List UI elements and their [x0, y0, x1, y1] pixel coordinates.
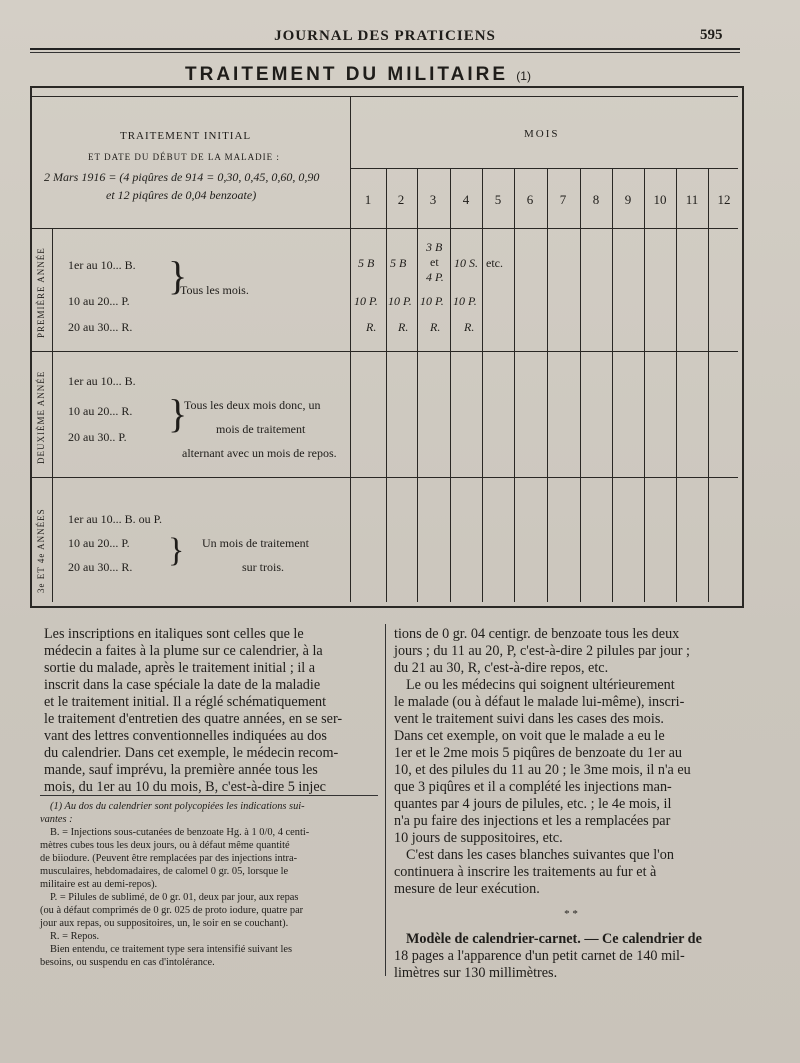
treatment-calendar-table	[30, 86, 744, 608]
year-3-note: sur trois.	[242, 560, 284, 574]
footnote-line: de biiodure. (Peuvent être remplacées par des injections intra-	[40, 853, 298, 864]
text-line: Le ou les médecins qui soignent ultérieurement	[406, 677, 675, 693]
month-number: 11	[685, 192, 699, 207]
table-top-rule	[32, 96, 738, 97]
month-number: 12	[717, 192, 731, 207]
year-1-row: 20 au 30... R.	[68, 320, 133, 334]
page-number: 595	[700, 27, 723, 43]
initial-heading: TRAITEMENT INITIAL	[120, 130, 252, 142]
text-line: vent le traitement suivi dans les cases des mois.	[394, 711, 664, 727]
year-label-2: DEUXIÈME ANNÉE	[36, 370, 46, 464]
footnote-line: P. = Pilules de sublimé, de 0 gr. 01, deux par jour, aux repas	[50, 892, 299, 903]
year-1-row: 10 au 20... P.	[68, 294, 130, 308]
year-1-note: Tous les mois.	[180, 283, 249, 297]
text-line: jours ; du 11 au 20, P, c'est-à-dire 2 pilules par jour ;	[394, 643, 690, 659]
entry-m5-etc: etc.	[486, 256, 503, 270]
entry-m3-r: R.	[430, 320, 441, 334]
month-number: 5	[494, 192, 502, 207]
year-2-note: alternant avec un mois de repos.	[182, 446, 337, 460]
footnote-line: militaire est au demi-repos).	[40, 879, 158, 890]
year-label-rule	[52, 228, 53, 602]
entry-m3-p: 10 P.	[420, 294, 444, 308]
header-rule	[30, 48, 740, 50]
entry-m4-s: 10 S.	[454, 256, 478, 270]
header-bottom-rule	[32, 228, 738, 229]
footnote-line: R. = Repos.	[50, 931, 100, 942]
footnote-line: besoins, ou suspendu en cas d'intolérance.	[40, 957, 215, 968]
footnote-line: (1) Au dos du calendrier sont polycopiées les indications sui-	[50, 801, 305, 812]
month-number: 9	[624, 192, 632, 207]
initial-handwritten-2: et 12 piqûres de 0,04 benzoate)	[106, 188, 257, 202]
text-line: 10, et des pilules du 11 au 20 ; le 3me mois, il n'a eu	[394, 762, 691, 778]
entry-m2-p: 10 P.	[388, 294, 412, 308]
table-title	[185, 64, 605, 86]
entry-m1-r: R.	[366, 320, 377, 334]
year-label-3: 3e ET 4e ANNÉES	[36, 508, 46, 593]
month-rule-2	[417, 168, 418, 602]
month-number: 8	[592, 192, 600, 207]
year-2-row: 10 au 20... R.	[68, 404, 133, 418]
text-line: mois, du 1er au 10 du mois, B, c'est-à-dire 5 injec	[44, 779, 326, 795]
initial-handwritten-1: 2 Mars 1916 = (4 piqûres de 914 = 0,30, 0,45, 0,60, 0,90	[44, 170, 320, 184]
text-line: sortie du malade, après le traitement initial ; il a	[44, 660, 316, 676]
text-line: mande, sauf imprévu, la première année tous les	[44, 762, 318, 778]
text-line: le malade (ou à défaut le malade lui-même), inscri-	[394, 694, 685, 710]
entry-m4-p: 10 P.	[453, 294, 477, 308]
footnote-line: mètres cubes tous les deux jours, ou à défaut même quantité	[40, 840, 290, 851]
text-line: 10 jours de suppositoires, etc.	[394, 830, 563, 846]
year-label-1: PREMIÈRE ANNÉE	[36, 247, 46, 338]
entry-m1-p: 10 P.	[354, 294, 378, 308]
month-rule-9	[644, 168, 645, 602]
column-separator	[385, 624, 386, 976]
footnote-rule	[40, 795, 378, 796]
month-rule-7	[580, 168, 581, 602]
entry-m1-b: 5 B	[358, 256, 375, 270]
brace: }	[168, 532, 185, 569]
year-2-row: 20 au 30.. P.	[68, 430, 127, 444]
entry-m3-b: 3 B	[426, 240, 443, 254]
year-1-bottom-rule	[32, 351, 738, 352]
mois-label: MOIS	[524, 128, 560, 140]
year-2-bottom-rule	[32, 477, 738, 478]
footnote-line: Bien entendu, ce traitement type sera intensifié suivant les	[50, 944, 293, 955]
month-rule-4	[482, 168, 483, 602]
initial-subheading: ET DATE DU DÉBUT DE LA MALADIE :	[88, 152, 280, 162]
year-3-row: 10 au 20... P.	[68, 536, 130, 550]
text-line: continuera à inscrire les traitements au fur et à	[394, 864, 657, 880]
brace: }	[168, 253, 188, 298]
year-1-row: 1er au 10... B.	[68, 258, 136, 272]
entry-m3-et: et	[430, 255, 439, 269]
footnote	[40, 800, 380, 969]
left-column-body	[44, 626, 377, 796]
section-heading: Modèle de calendrier-carnet. — Ce calendrier de	[406, 931, 702, 947]
month-rule-3	[450, 168, 451, 602]
footnote-line: musculaires, hebdomadaires, de calomel 0 gr. 05, lorsque le	[40, 866, 289, 877]
text-line: 1er et le 2me mois 5 piqûres de benzoate du 1er au	[394, 745, 682, 761]
year-2-note: mois de traitement	[216, 422, 306, 436]
text-line: n'a pu faire des injections et les a remplacées par	[394, 813, 671, 829]
month-rule-6	[547, 168, 548, 602]
footnote-line: (ou à défaut comprimés de 0 gr. 025 de proto iodure, quatre par	[40, 905, 304, 916]
month-rule-1	[386, 168, 387, 602]
section-asterisks: * *	[564, 908, 578, 920]
text-line: que 3 piqûres et il a complété les injections man-	[394, 779, 672, 795]
right-column-body	[394, 626, 748, 982]
initial-col-rule	[350, 96, 351, 602]
month-number: 7	[559, 192, 567, 207]
text-line: du 21 au 30, R, c'est-à-dire repos, etc.	[394, 660, 609, 676]
text-line: vant des lettres conventionnelles indiquées au dos	[44, 728, 327, 744]
year-2-note: Tous les deux mois donc, un	[184, 398, 321, 412]
year-2-row: 1er au 10... B.	[68, 374, 136, 388]
month-number: 2	[397, 192, 405, 207]
table-title-text: TRAITEMENT DU MILITAIRE	[185, 64, 509, 85]
text-line	[394, 931, 748, 948]
month-number: 6	[526, 192, 534, 207]
entry-m2-r: R.	[398, 320, 409, 334]
text-line: Les inscriptions en italiques sont celles que le	[44, 626, 304, 642]
month-number: 3	[429, 192, 437, 207]
year-3-row: 1er au 10... B. ou P.	[68, 512, 162, 526]
month-rule-10	[676, 168, 677, 602]
footnote-line: B. = Injections sous-cutanées de benzoate Hg. à 1 0/0, 4 centi-	[50, 827, 310, 838]
footnote-line: vantes :	[40, 814, 73, 825]
year-3-note: Un mois de traitement	[202, 536, 309, 550]
month-number: 1	[364, 192, 372, 207]
month-number: 4	[462, 192, 470, 207]
month-rule-5	[514, 168, 515, 602]
text-line: tions de 0 gr. 04 centigr. de benzoate tous les deux	[394, 626, 680, 642]
entry-m4-r: R.	[464, 320, 475, 334]
month-rule-11	[708, 168, 709, 602]
text-line: mesure de leur exécution.	[394, 881, 540, 897]
table-title-note: (1)	[516, 69, 531, 83]
entry-m2-b: 5 B	[390, 256, 407, 270]
text-line: et le traitement initial. Il a réglé schématiquement	[44, 694, 327, 710]
year-3-row: 20 au 30... R.	[68, 560, 133, 574]
mois-rule	[350, 168, 738, 169]
header-rule-thin	[30, 52, 740, 53]
text-line: médecin a faites à la plume sur ce calendrier, à la	[44, 643, 323, 659]
journal-title: JOURNAL DES PRATICIENS	[274, 28, 496, 44]
brace: }	[168, 391, 188, 436]
entry-m3-p4: 4 P.	[426, 270, 444, 284]
text-line: le traitement d'entretien des quatre années, en se ser-	[44, 711, 343, 727]
text-line: quantes par 4 jours de pilules, etc. ; le 4e mois, il	[394, 796, 672, 812]
text-line: Dans cet exemple, on voit que le malade a eu le	[394, 728, 665, 744]
text-line: inscrit dans la case spéciale la date de la maladie	[44, 677, 321, 693]
text-line: limètres sur 130 millimètres.	[394, 965, 558, 981]
month-rule-8	[612, 168, 613, 602]
footnote-line: jour aux repas, ou suppositoires, un, le soir en se couchant).	[40, 918, 289, 929]
month-number: 10	[653, 192, 667, 207]
text-line: C'est dans les cases blanches suivantes que l'on	[406, 847, 674, 863]
text-line: du calendrier. Dans cet exemple, le médecin recom-	[44, 745, 339, 761]
text-line: 18 pages a l'apparence d'un petit carnet de 140 mil-	[394, 948, 685, 964]
